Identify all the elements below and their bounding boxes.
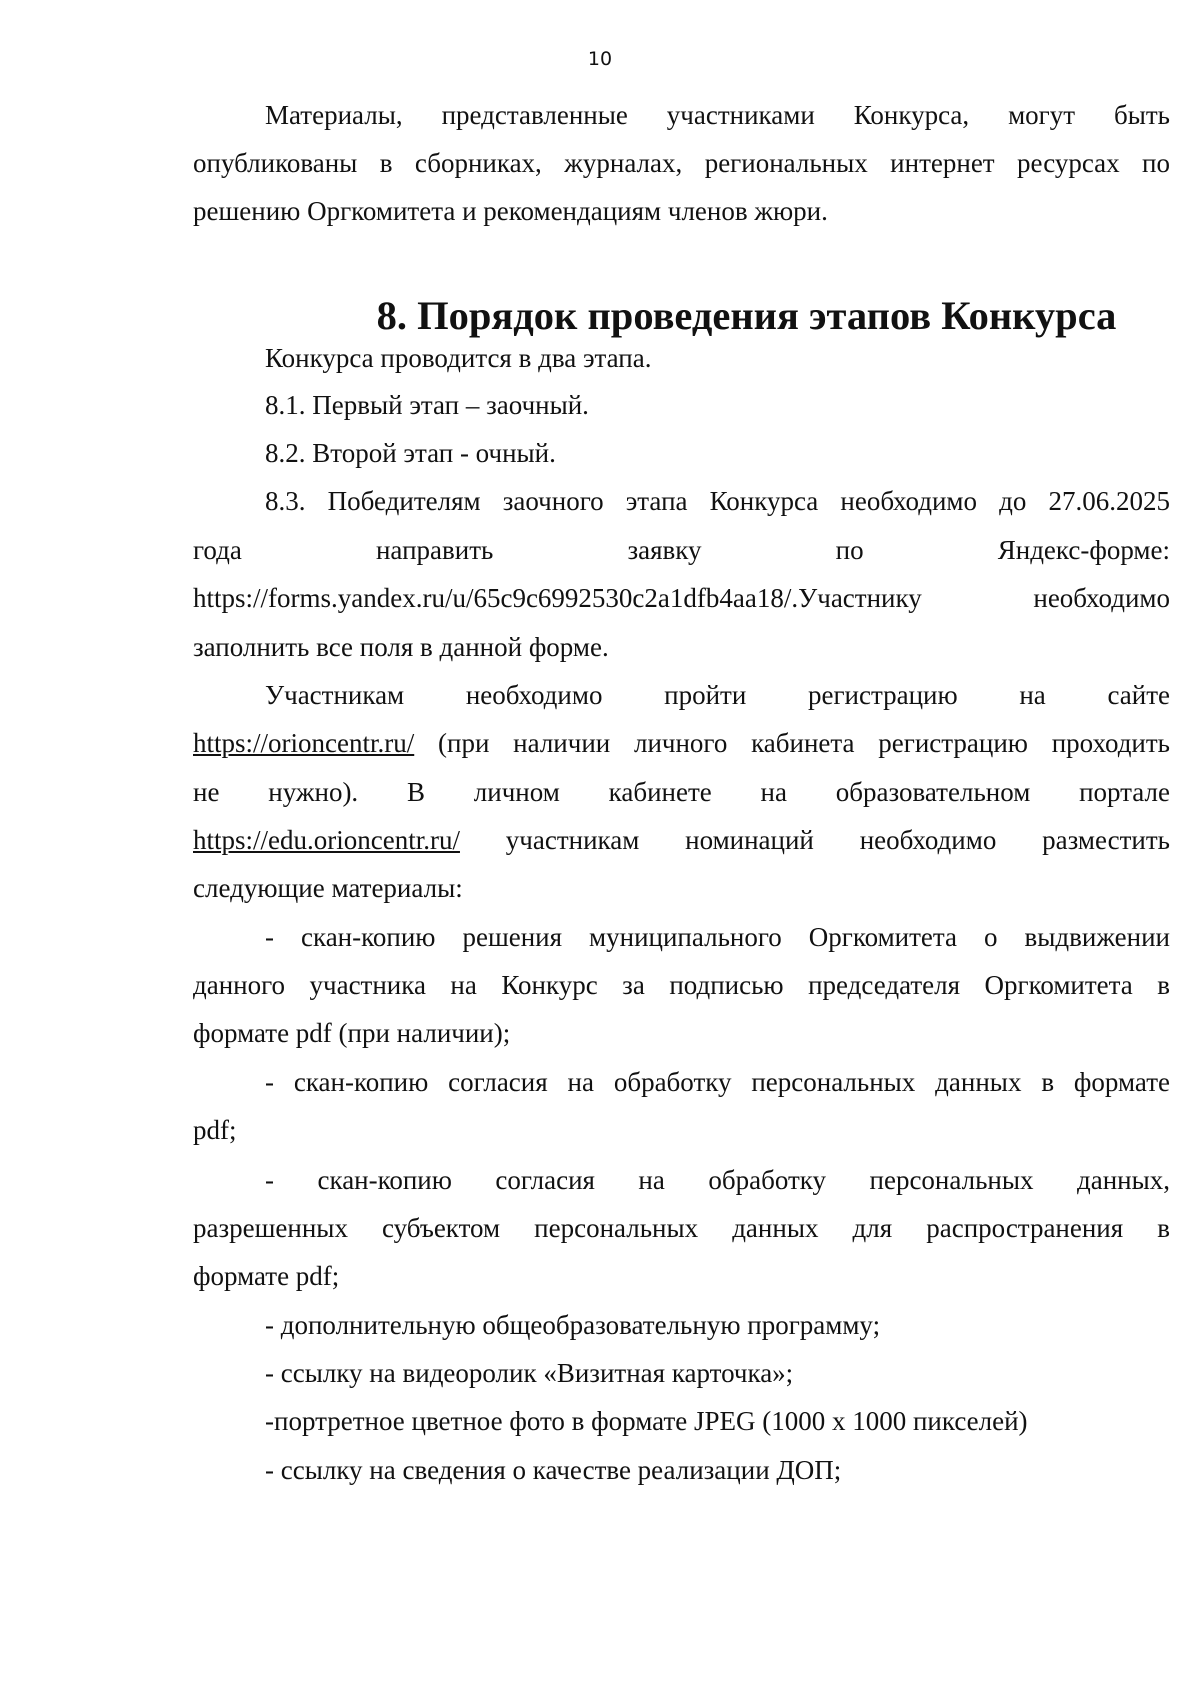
material-5: - ссылку на видеоролик «Визитная карточка»; [265, 1358, 794, 1388]
material-2-line-2: pdf; [193, 1115, 237, 1145]
material-2-line-1: - скан-копию согласия на обработку персональных данных в формате [265, 1067, 1170, 1097]
item-8-3-line-3 [193, 583, 1170, 614]
page-number: 10 [587, 48, 613, 70]
item-8-3-line-3-text: Участнику необходимо [798, 583, 1170, 613]
paragraph-1-line-2: опубликованы в сборниках, журналах, региональных интернет ресурсах по [193, 148, 1170, 178]
registration-line-1: Участникам необходимо пройти регистрацию на сайте [265, 680, 1170, 710]
stages-intro: Конкурса проводится в два этапа. [265, 343, 652, 373]
material-6: -портретное цветное фото в формате JPEG (1000 х 1000 пикселей) [265, 1406, 1028, 1436]
item-8-2: 8.2. Второй этап - очный. [265, 438, 556, 468]
orioncentr-link[interactable]: https://orioncentr.ru/ [193, 728, 415, 758]
item-8-3-line-2: года направить заявку по Яндекс-форме: [193, 535, 1170, 565]
registration-line-4 [193, 825, 1170, 856]
item-8-1: 8.1. Первый этап – заочный. [265, 390, 589, 420]
yandex-form-link[interactable]: https://forms.yandex.ru/u/65c9c6992530c2a1dfb4aa18/. [193, 583, 799, 613]
material-1-line-1: - скан-копию решения муниципального Оргкомитета о выдвижении [265, 922, 1170, 952]
registration-line-3: не нужно). В личном кабинете на образовательном портале [193, 777, 1170, 807]
edu-orioncentr-link[interactable]: https://edu.orioncentr.ru/ [193, 825, 460, 855]
registration-line-2-text: (при наличии личного кабинета регистрацию проходить [414, 728, 1170, 758]
section-heading: 8. Порядок проведения этапов Конкурса [376, 293, 1117, 338]
material-1-line-3: формате pdf (при наличии); [193, 1018, 511, 1048]
paragraph-1-line-3: решению Оргкомитета и рекомендациям членов жюри. [193, 196, 828, 226]
material-3-line-3: формате pdf; [193, 1261, 340, 1291]
item-8-3-line-1: 8.3. Победителям заочного этапа Конкурса необходимо до 27.06.2025 [265, 486, 1170, 516]
registration-line-4-text: участникам номинаций необходимо разместить [459, 825, 1170, 855]
material-7: - ссылку на сведения о качестве реализации ДОП; [265, 1455, 842, 1485]
paragraph-1-line-1: Материалы, представленные участниками Конкурса, могут быть [265, 100, 1170, 130]
material-4: - дополнительную общеобразовательную программу; [265, 1310, 881, 1340]
item-8-3-line-4: заполнить все поля в данной форме. [193, 632, 609, 662]
material-3-line-2: разрешенных субъектом персональных данных для распространения в [193, 1213, 1170, 1243]
material-1-line-2: данного участника на Конкурс за подписью председателя Оргкомитета в [193, 970, 1170, 1000]
material-3-line-1: - скан-копию согласия на обработку персональных данных, [265, 1165, 1170, 1195]
registration-line-5: следующие материалы: [193, 873, 463, 903]
registration-line-2 [193, 728, 1170, 759]
